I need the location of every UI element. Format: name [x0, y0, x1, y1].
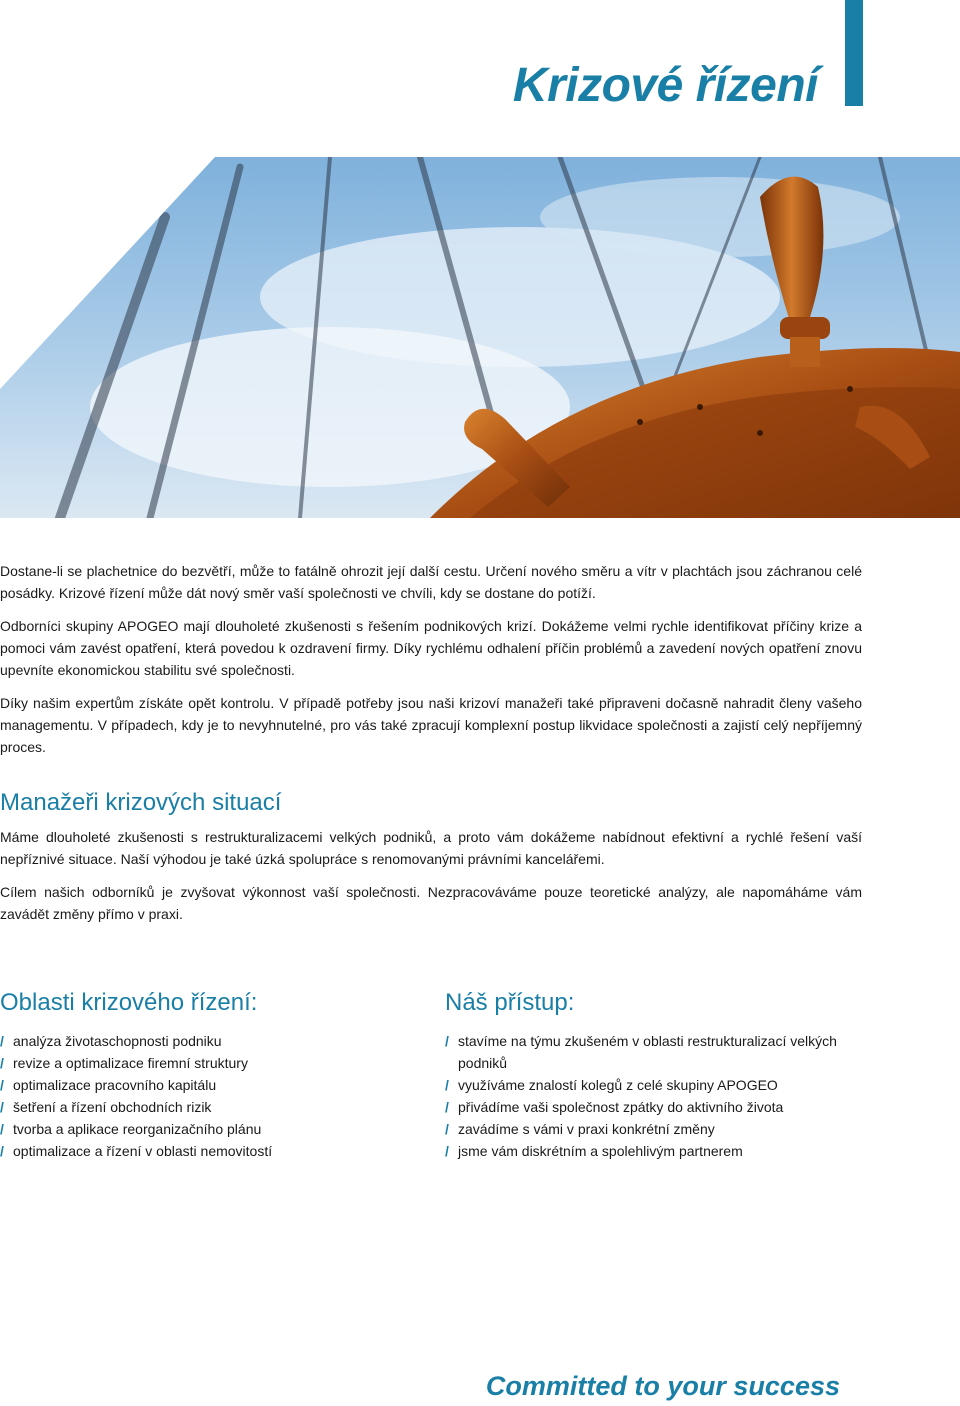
- footer-slogan: Committed to your success: [485, 1371, 840, 1401]
- intro-paragraph: Díky našim expertům získáte opět kontrolu. V případě potřeby jsou naši krizoví manažeři také připraveni dočasně nahradit členy vašeho managementu. V případech, kdy je to nevyhnutelné, pro vás také zpracují komplexní postup likvidace společnosti a zajistí celý nepříjemný proces.: [0, 695, 862, 755]
- managers-heading: Manažeři krizových situací: [0, 789, 282, 816]
- slash-bullet-icon: /: [445, 1121, 449, 1137]
- areas-heading: Oblasti krizového řízení:: [0, 989, 258, 1016]
- approach-list: [445, 1030, 860, 1162]
- page-title: Krizové řízení: [512, 59, 818, 112]
- slash-bullet-icon: /: [0, 1033, 4, 1049]
- list-item: / šetření a řízení obchodních rizik: [0, 1096, 420, 1118]
- slash-bullet-icon: /: [0, 1121, 4, 1137]
- managers-paragraph: Máme dlouholeté zkušenosti s restrukturalizacemi velkých podniků, a proto vám dokážeme nabídnout efektivní a rychlé řešení vaší nepříznivé situace. Naší výhodou je také úzká spolupráce s renomovanými právními kancelářemi.: [0, 829, 862, 867]
- hero-image: [0, 157, 960, 518]
- list-item: / přivádíme vaši společnost zpátky do aktivního života: [445, 1096, 860, 1118]
- areas-list: [0, 1030, 420, 1162]
- intro-paragraph: Dostane-li se plachetnice do bezvětří, může to fatálně ohrozit její další cestu. Určení nového směru a vítr v plachtách jsou záchranou celé posádky. Krizové řízení může dát nový směr vaší společnosti ve chvíli, kdy se dostane do potíží.: [0, 563, 862, 601]
- accent-bar: [845, 0, 863, 106]
- list-item: / optimalizace a řízení v oblasti nemovitostí: [0, 1140, 420, 1162]
- list-item: / tvorba a aplikace reorganizačního plánu: [0, 1118, 420, 1140]
- slash-bullet-icon: /: [445, 1033, 449, 1049]
- list-item: / revize a optimalizace firemní struktury: [0, 1052, 420, 1074]
- list-item: / optimalizace pracovního kapitálu: [0, 1074, 420, 1096]
- slash-bullet-icon: /: [0, 1143, 4, 1159]
- slash-bullet-icon: /: [0, 1055, 4, 1071]
- list-item: / zavádíme s vámi v praxi konkrétní změny: [445, 1118, 860, 1140]
- ship-steering-wheel-photo-icon: [0, 157, 960, 518]
- list-item: / stavíme na týmu zkušeném v oblasti restrukturalizací velkých podniků: [445, 1030, 860, 1074]
- slash-bullet-icon: /: [445, 1143, 449, 1159]
- intro-text: [0, 560, 862, 769]
- intro-paragraph: Odborníci skupiny APOGEO mají dlouholeté zkušenosti s řešením podnikových krizí. Dokážeme velmi rychle identifikovat příčiny krize a pomoci vám zavést opatření, která povedou k ozdravení firmy. Díky rychlému odhalení příčin problémů a zavedení nových opatření znovu upevníte ekonomickou stabilitu své společnosti.: [0, 618, 862, 678]
- managers-paragraph: Cílem našich odborníků je zvyšovat výkonnost vaší společnosti. Nezpracováváme pouze teoretické analýzy, ale napomáháme vám zavádět změny přímo v praxi.: [0, 884, 862, 922]
- approach-heading: Náš přístup:: [445, 989, 575, 1016]
- list-item: / jsme vám diskrétním a spolehlivým partnerem: [445, 1140, 860, 1162]
- slash-bullet-icon: /: [445, 1077, 449, 1093]
- approach-column: [445, 986, 860, 1162]
- slash-bullet-icon: /: [0, 1077, 4, 1093]
- managers-text: [0, 826, 862, 936]
- slash-bullet-icon: /: [0, 1099, 4, 1115]
- slash-bullet-icon: /: [445, 1099, 449, 1115]
- areas-column: [0, 986, 420, 1162]
- list-item: / analýza životaschopnosti podniku: [0, 1030, 420, 1052]
- list-item: / využíváme znalostí kolegů z celé skupiny APOGEO: [445, 1074, 860, 1096]
